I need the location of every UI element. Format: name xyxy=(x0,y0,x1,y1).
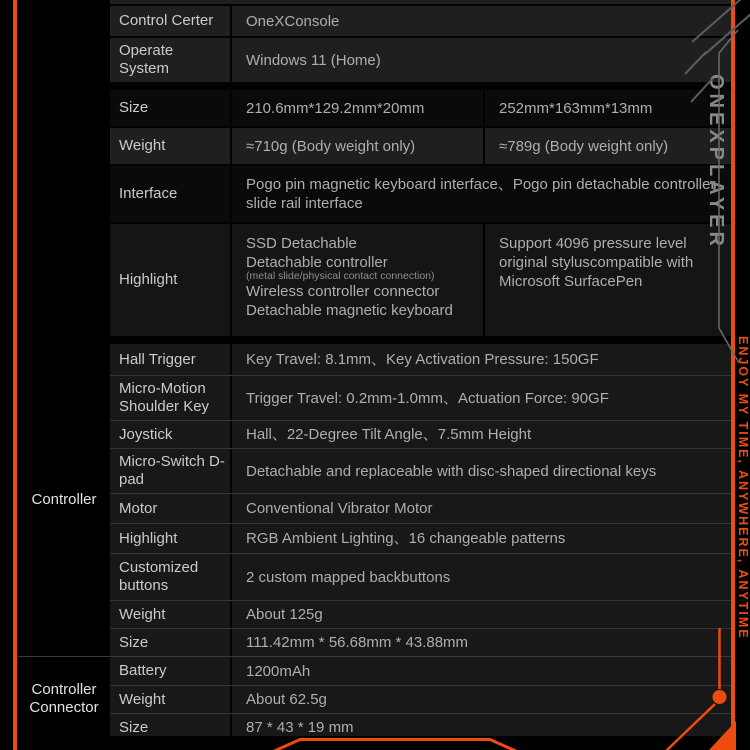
spec-cell: Support 4096 pressure level original styluscompatible with Microsoft SurfacePen xyxy=(499,235,694,290)
spec-row-label: Size xyxy=(110,90,232,126)
spec-cell: 2 custom mapped backbuttons xyxy=(246,568,451,586)
spec-row xyxy=(110,4,732,36)
spec-row-label: Highlight xyxy=(110,224,232,336)
footer-band xyxy=(0,736,750,750)
section-rows xyxy=(110,344,732,656)
spec-row-label: Battery xyxy=(110,657,232,685)
group-label-controller: Controller xyxy=(31,491,97,508)
spec-row-label: Micro-Motion Shoulder Key xyxy=(110,376,232,420)
spec-table xyxy=(18,0,732,741)
spec-row-label: Weight xyxy=(110,601,232,628)
spec-row xyxy=(110,600,732,628)
spec-row xyxy=(110,420,732,448)
spec-cell-line: (metal slide/physical contact connection) xyxy=(246,270,435,282)
brand-vertical-text: ONEXPLAYER xyxy=(705,74,727,250)
spec-cell: 210.6mm*129.2mm*20mm xyxy=(232,90,485,126)
section-rows xyxy=(110,657,732,741)
spec-row-label: Size xyxy=(110,629,232,656)
spec-cell-line: Detachable magnetic keyboard xyxy=(246,302,453,319)
spec-row-label: Customized buttons xyxy=(110,554,232,600)
section-controller xyxy=(18,344,732,656)
slogan-vertical-text: ENJOY MY TIME, ANYWHERE, ANYTIME xyxy=(736,336,750,640)
spec-row xyxy=(110,164,732,222)
spec-row xyxy=(110,493,732,523)
group-label-controller-connector: Controller Connector xyxy=(29,681,99,716)
spec-cell: Key Travel: 8.1mm、Key Activation Pressure: 150GF xyxy=(246,351,599,368)
section-divider xyxy=(18,336,732,344)
left-accent-line xyxy=(13,0,17,750)
section-device xyxy=(18,0,732,336)
spec-cell: Hall、22-Degree Tilt Angle、7.5mm Height xyxy=(246,426,532,443)
spec-cell: RGB Ambient Lighting、16 changeable patterns xyxy=(246,530,566,547)
spec-row-label: Joystick xyxy=(110,421,232,448)
spec-row xyxy=(110,523,732,553)
spec-cell: OneXConsole xyxy=(246,12,340,30)
spec-cell: About 62.5g xyxy=(246,691,327,708)
spec-row-label: Control Certer xyxy=(110,6,232,36)
spec-cell: Pogo pin magnetic keyboard interface、Pogo pin detachable controller slide rail interface xyxy=(246,176,716,212)
spec-row-label: Hall Trigger xyxy=(110,344,232,375)
spec-cell: Conventional Vibrator Motor xyxy=(246,500,433,517)
spec-row xyxy=(110,344,732,375)
spec-row xyxy=(110,553,732,600)
spec-row xyxy=(110,657,732,685)
spec-row-label: Size xyxy=(110,714,232,741)
spec-cell: About 125g xyxy=(246,606,323,623)
spec-cell: Trigger Travel: 0.2mm-1.0mm、Actuation Force: 90GF xyxy=(246,389,609,407)
spec-row xyxy=(110,448,732,493)
spec-cell: 111.42mm * 56.68mm * 43.88mm xyxy=(246,634,469,651)
spec-row xyxy=(110,88,732,126)
spec-row xyxy=(110,126,732,164)
spec-row-label: Highlight xyxy=(110,524,232,553)
spec-row-label: Weight xyxy=(110,686,232,713)
spec-row xyxy=(110,36,732,82)
spec-row-label: Interface xyxy=(110,166,232,222)
spec-row xyxy=(110,628,732,656)
spec-cell: 1200mAh xyxy=(246,662,311,680)
section-controller-connector xyxy=(18,656,732,741)
spec-cell-line: SSD Detachable xyxy=(246,235,357,252)
spec-row-label: Operate System xyxy=(110,38,232,82)
spec-row-label: Motor xyxy=(110,494,232,523)
spec-cell: Windows 11 (Home) xyxy=(246,51,381,69)
spec-cell: ≈789g (Body weight only) xyxy=(499,137,669,155)
spec-cell xyxy=(232,224,485,336)
spec-cell: ≈710g (Body weight only) xyxy=(232,128,485,164)
spec-row-label: Weight xyxy=(110,128,232,164)
spec-cell-line: Detachable controller xyxy=(246,254,388,271)
spec-row xyxy=(110,222,732,336)
section-rows xyxy=(110,0,732,336)
spec-cell: Detachable and replaceable with disc-shaped directional keys xyxy=(246,462,657,480)
spec-row xyxy=(110,685,732,713)
spec-cell: 252mm*163mm*13mm xyxy=(499,99,653,117)
spec-cell-line: Wireless controller connector xyxy=(246,283,440,300)
spec-row xyxy=(110,375,732,420)
spec-cell: 87 * 43 * 19 mm xyxy=(246,719,354,736)
group-label-device xyxy=(18,0,110,336)
spec-row-label: Micro-Switch D-pad xyxy=(110,449,232,493)
